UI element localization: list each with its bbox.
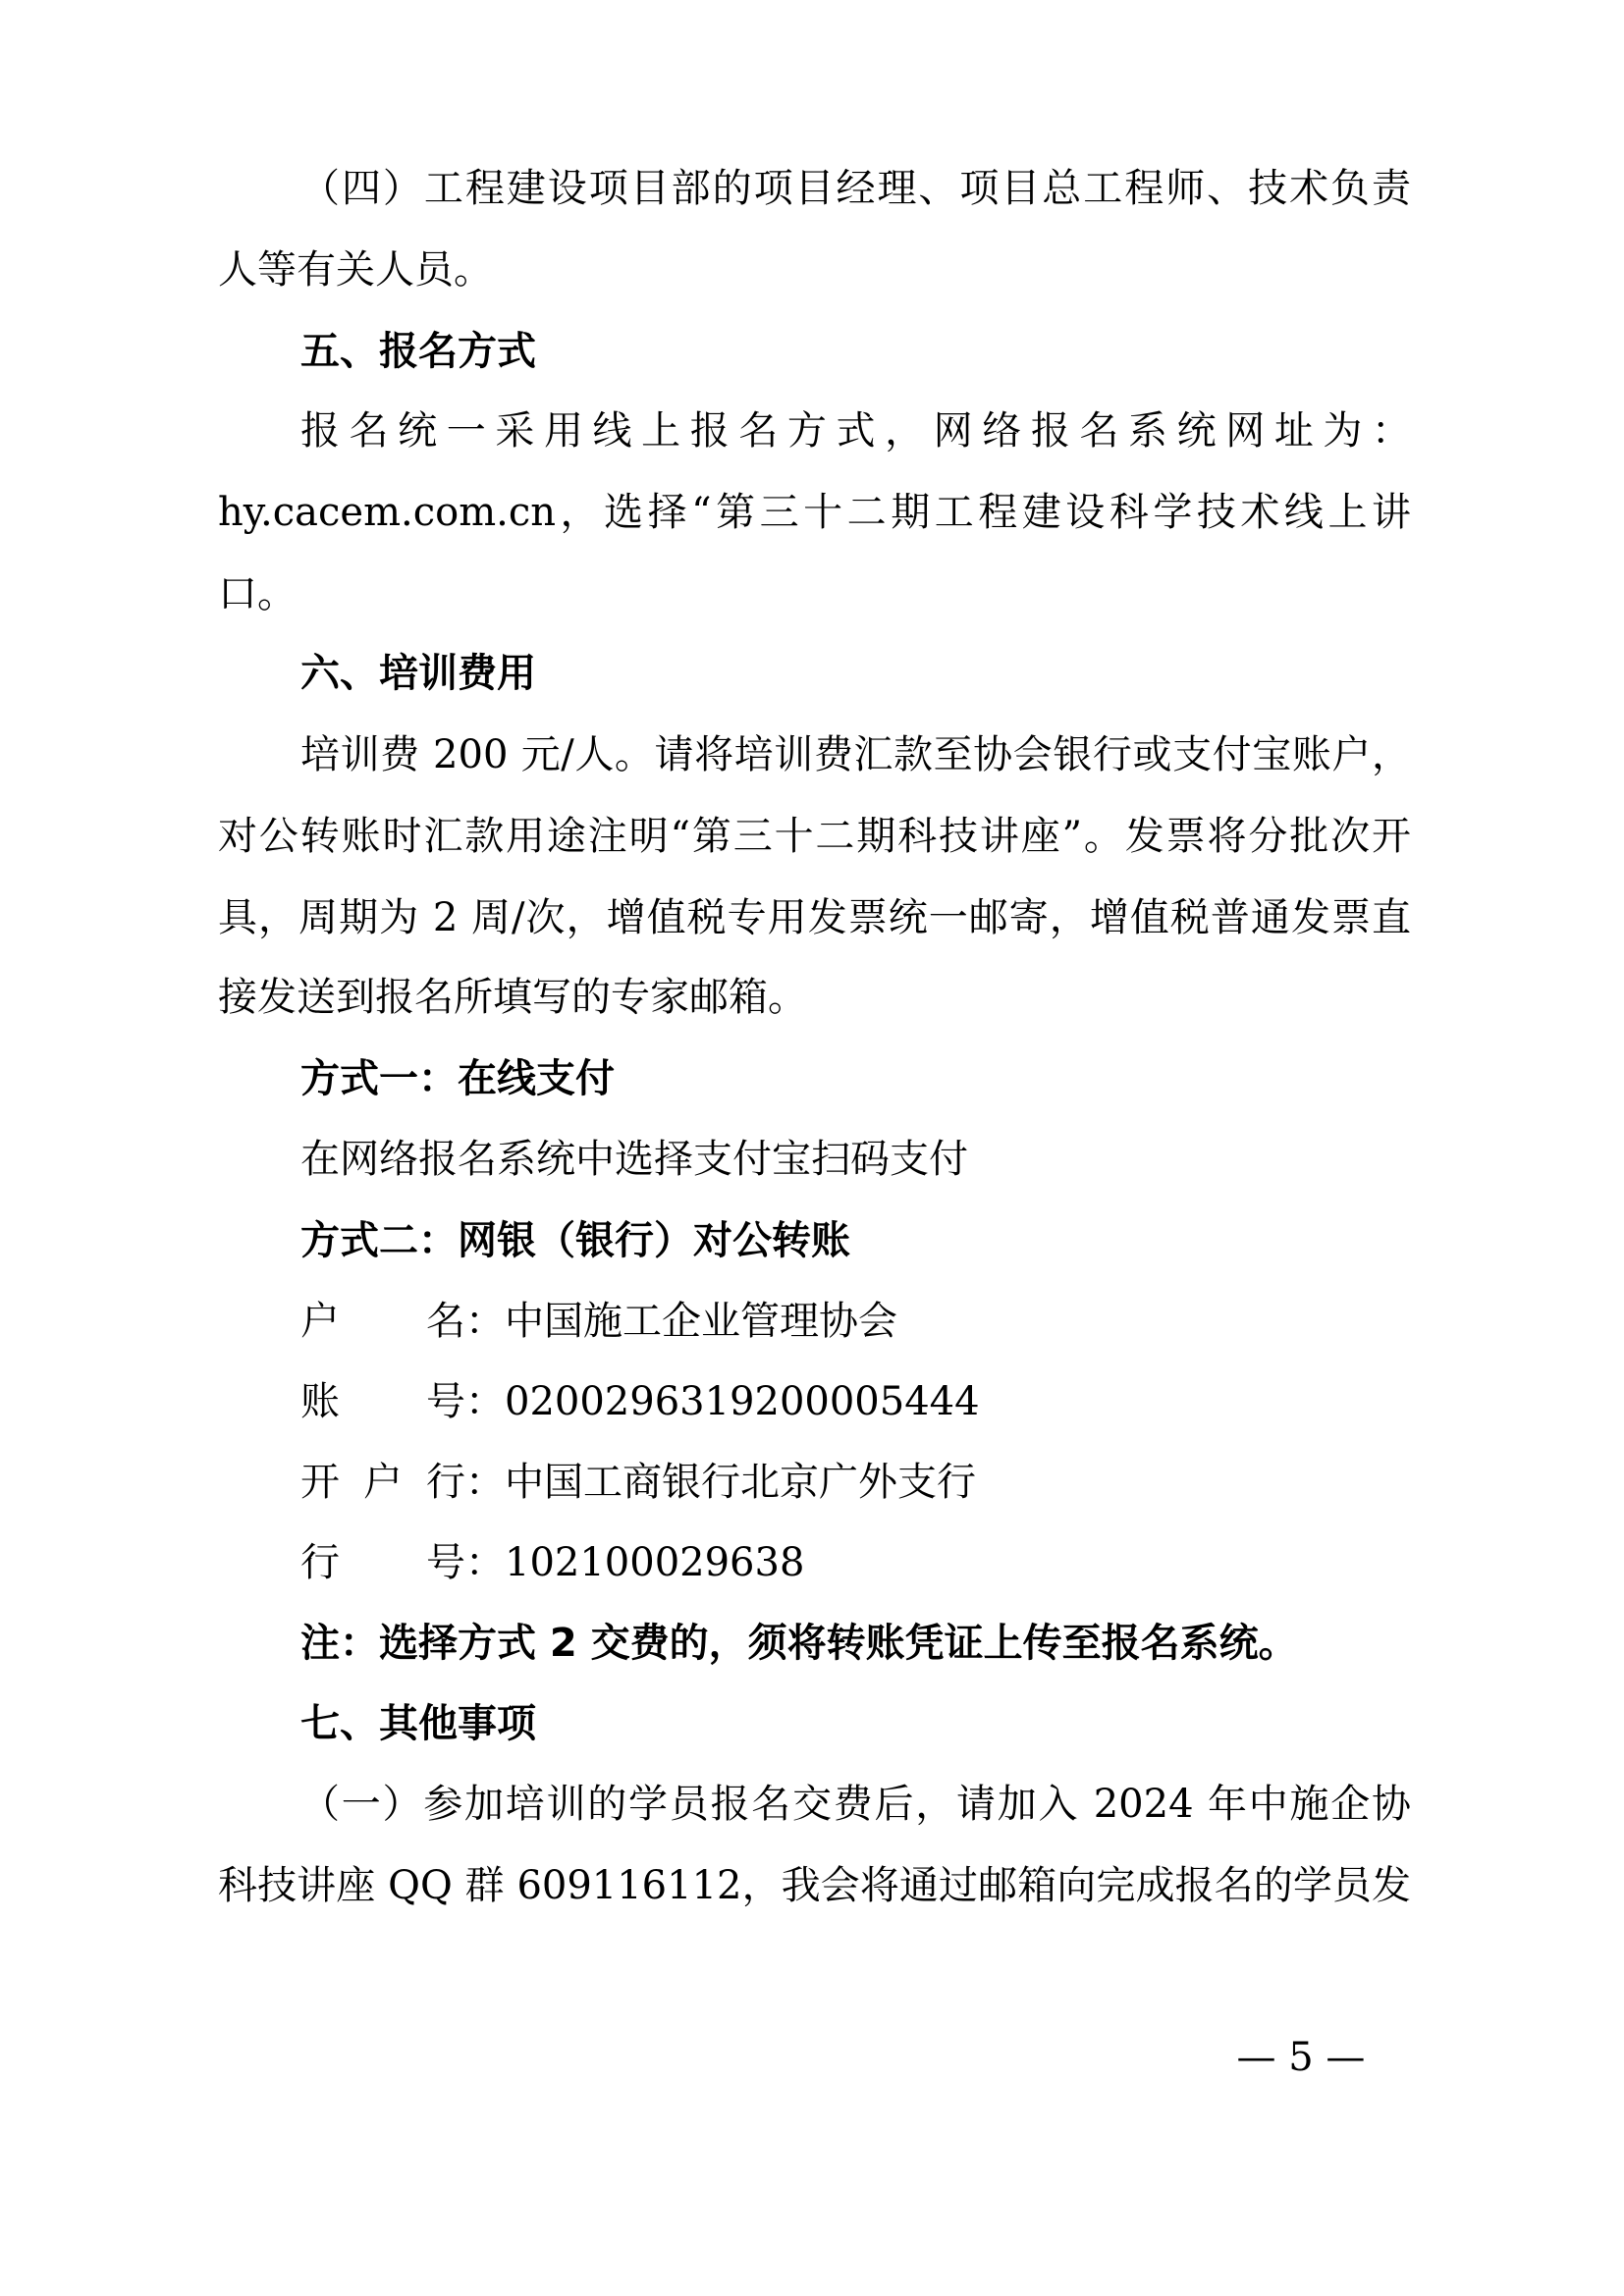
bank-info-colon: ： [465,1379,505,1424]
paragraph-line: 报名统一采用线上报名方式，网络报名系统网址为： [300,408,1411,454]
subsection-heading: 方式一：在线支付 [300,1056,615,1101]
page-number: — 5 — [1236,2035,1366,2080]
bank-info-key: 开户行 [300,1460,465,1505]
paragraph-line: 人等有关人员。 [218,247,493,293]
bank-info-value: 中国工商银行北京广外支行 [505,1460,976,1505]
subsection-heading: 方式二：网银（银行）对公转账 [300,1218,850,1263]
paragraph-line: 在网络报名系统中选择支付宝扫码支付 [300,1137,968,1182]
bank-info-row [300,1535,804,1590]
paragraph-line: （一）参加培训的学员报名交费后，请加入 2024 年中施企协 [300,1782,1411,1827]
section-heading: 五、报名方式 [300,329,536,374]
bank-info-value: 中国施工企业管理协会 [505,1299,897,1344]
bank-info-colon: ： [465,1540,505,1585]
paragraph-line: 口。 [218,571,297,616]
bank-info-key: 账号 [300,1379,465,1424]
bank-info-key: 行号 [300,1540,465,1585]
paragraph-line: （四）工程建设项目部的项目经理、项目总工程师、技术负责 [300,166,1411,211]
bank-info-value: 102100029638 [505,1540,805,1585]
paragraph-line: 接发送到报名所填写的专家邮箱。 [218,975,807,1020]
paragraph-line: 对公转账时汇款用途注明“第三十二期科技讲座”。发票将分批次开 [218,814,1411,859]
section-heading: 六、培训费用 [300,651,536,696]
paragraph-line: hy.cacem.com.cn，选择“第三十二期工程建设科学技术线上讲 [218,490,1411,535]
paragraph-line: 培训费 200 元/人。请将培训费汇款至协会银行或支付宝账户， [300,732,1411,777]
paragraph-line: 具，周期为 2 周/次，增值税专用发票统一邮寄，增值税普通发票直 [218,895,1411,940]
paragraph-line: 科技讲座 QQ 群 609116112，我会将通过邮箱向完成报名的学员发 [218,1863,1411,1908]
bank-info-key: 户名 [300,1299,465,1344]
bank-info-colon: ： [465,1299,505,1344]
payment-note: 注：选择方式 2 交费的，须将转账凭证上传至报名系统。 [300,1621,1298,1666]
bank-info-row [300,1374,980,1429]
bank-info-row [300,1294,897,1349]
section-heading: 七、其他事项 [300,1701,536,1746]
bank-info-value: 0200296319200005444 [505,1379,980,1424]
bank-info-colon: ： [465,1460,505,1505]
bank-info-row [300,1455,976,1510]
